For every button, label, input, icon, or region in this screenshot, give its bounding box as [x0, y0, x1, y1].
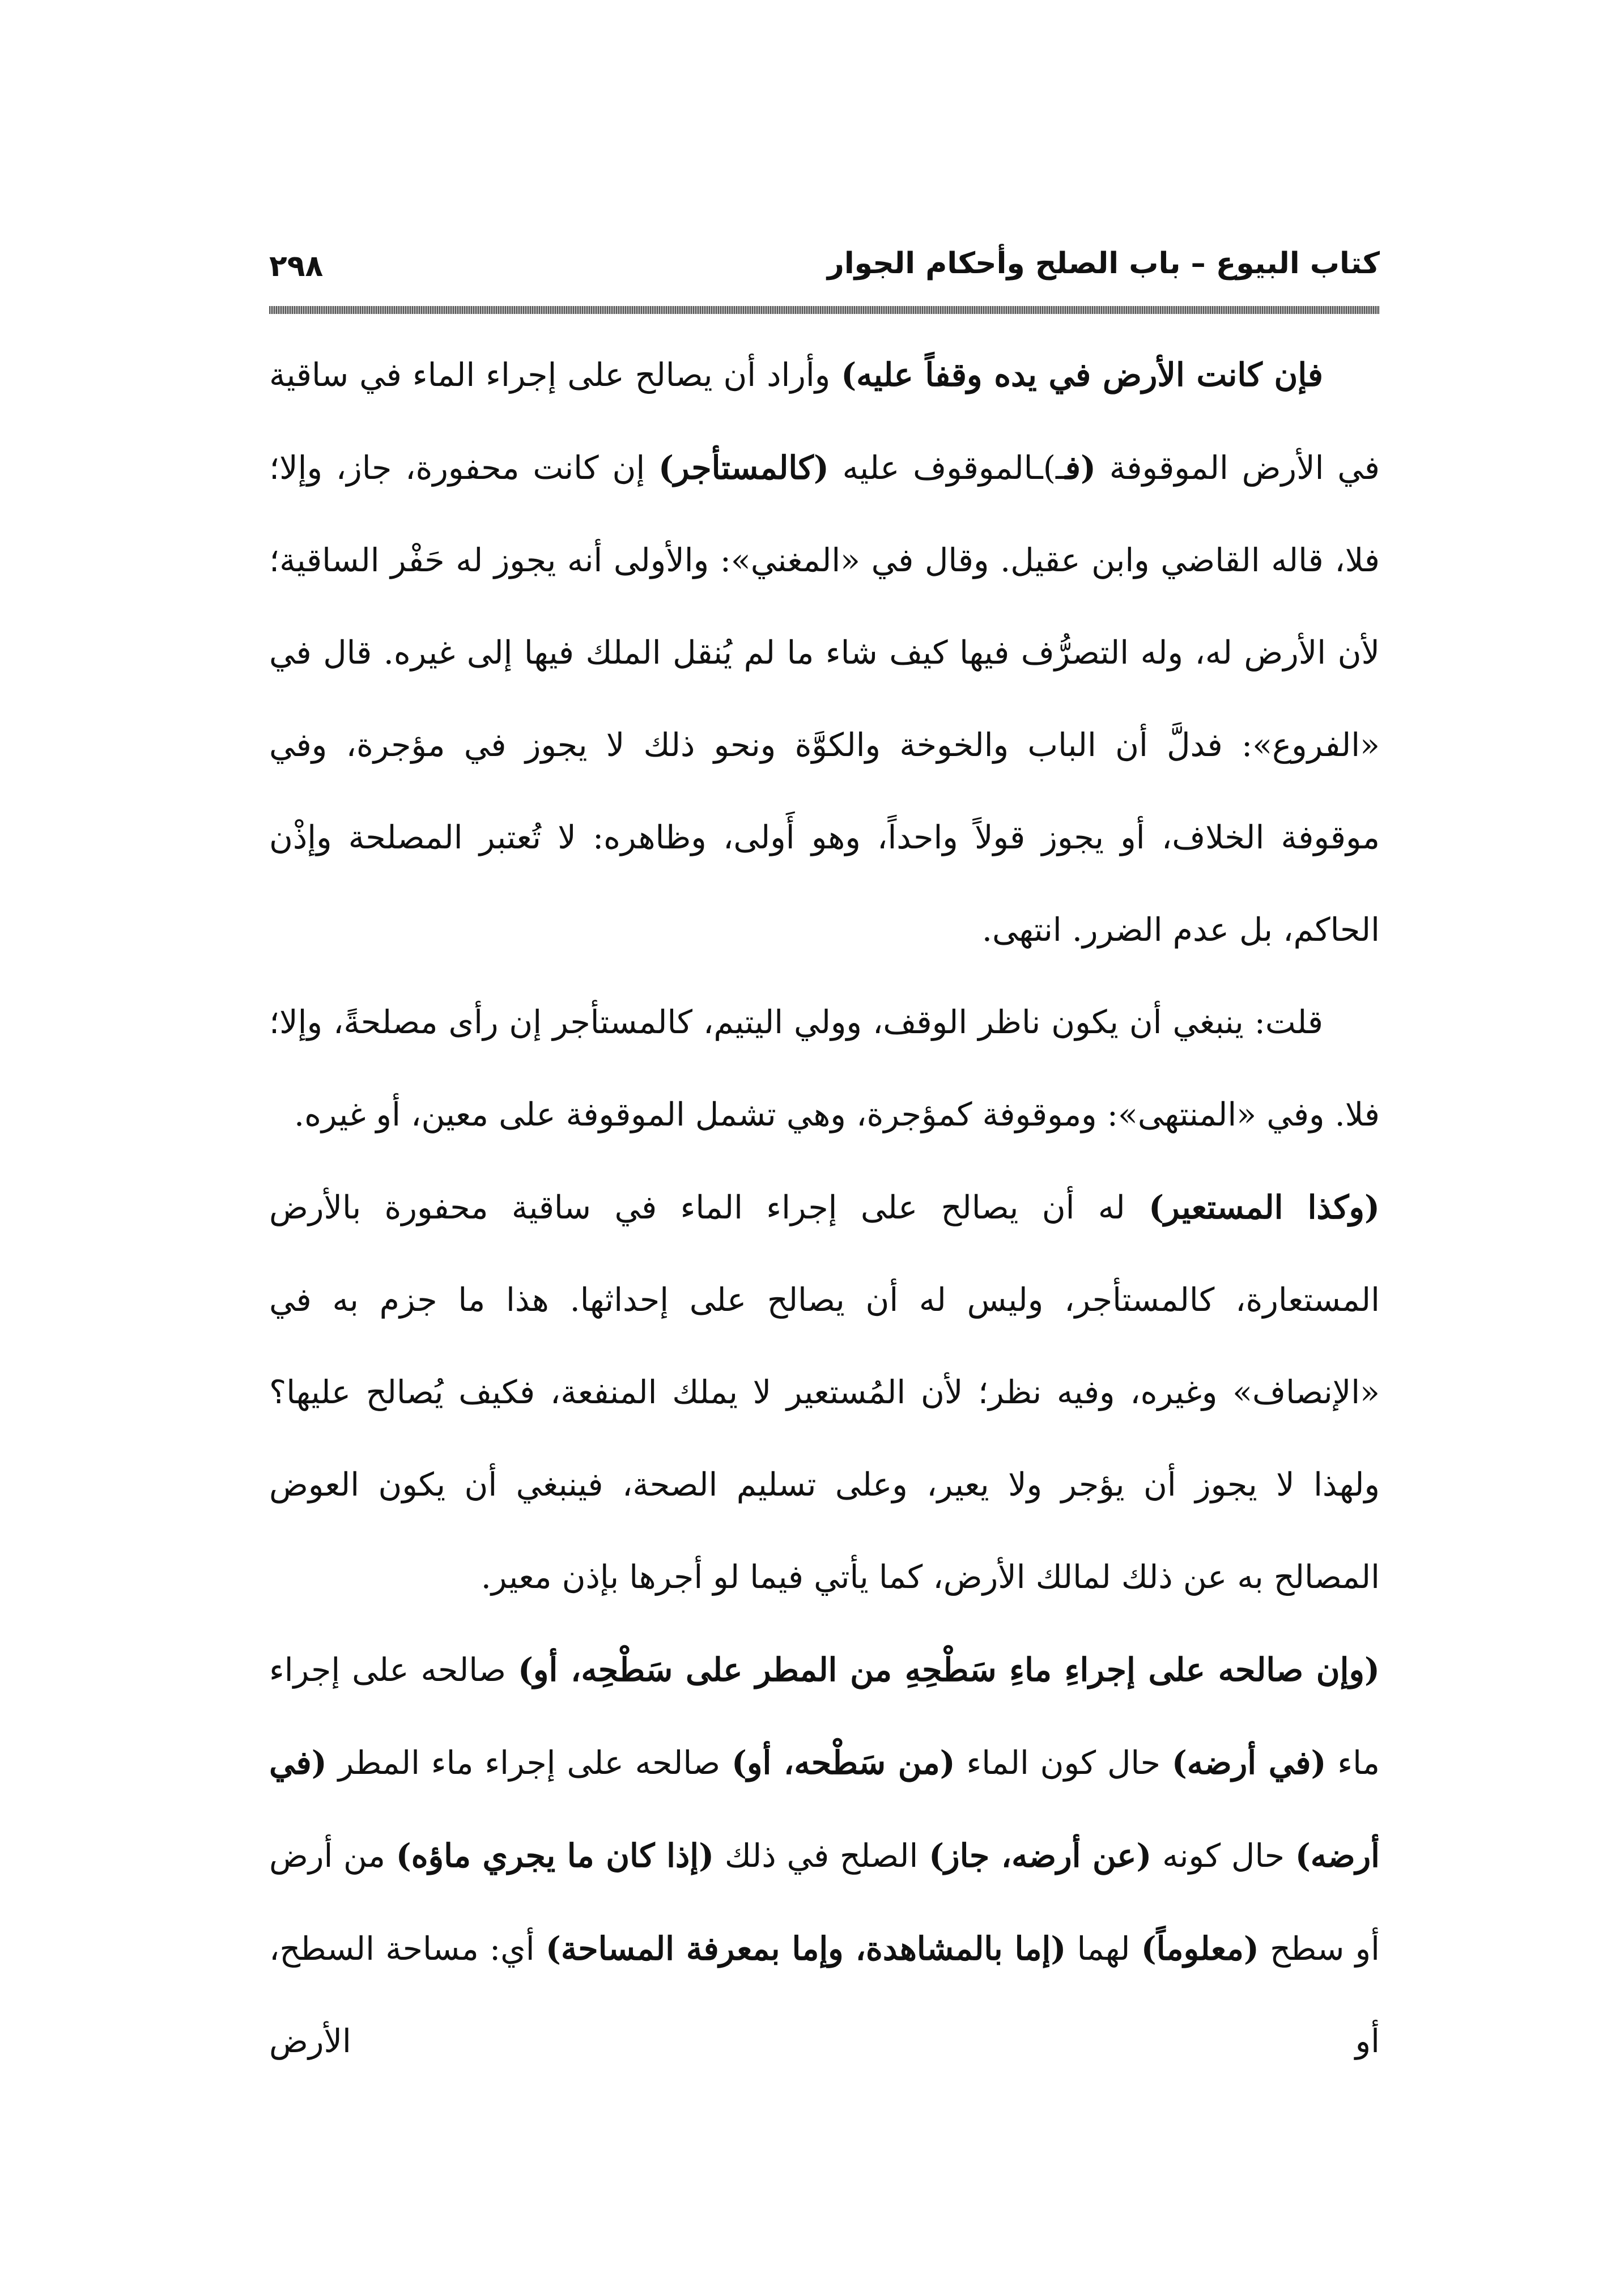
paragraph: [269, 329, 1380, 976]
text-segment: وأراد أن يصالح على إجراء الماء في ساقية في الأرض الموقوفة: [269, 356, 1380, 487]
text-segment: إن كانت محفورة، جاز، وإلا؛ فلا، قاله القاضي وابن عقيل. وقال في «المغني»: والأولى أنه يجوز له حَفْر الساقية؛ لأن الأرض له، وله التصرُّف فيها كيف شاء ما لم يُنقل الملك فيها إلى غيره. قال في «الفروع»: فدلَّ أن الباب والخوخة والكوَّة ونحو ذلك لا يجوز في مؤجرة، وفي موقوفة الخلاف، أو يجوز قولاً واحداً، وهو أَولى، وظاهره: لا تُعتبر المصلحة وإذْن الحاكم، بل عدم الضرر. انتهى.: [269, 449, 1380, 949]
text-segment: حال كون الماء: [955, 1744, 1172, 1782]
bold-text-segment: (وكذا المستعير): [1149, 1188, 1380, 1226]
bold-text-segment: (معلوماً): [1141, 1930, 1259, 1968]
text-segment: له أن يصالح على إجراء الماء في ساقية محفورة بالأرض المستعارة، كالمستأجر، وليس له أن يصالح على إحداثها. هذا ما جزم به في «الإنصاف» وغيره، وفيه نظر؛ لأن المُستعير لا يملك المنفعة، فكيف يُصالح عليها؟ ولهذا لا يجوز أن يؤجر ولا يعير، وعلى تسليم الصحة، فينبغي أن يكون العوض المصالح به عن ذلك لمالك الأرض، كما يأتي فيما لو أجرها بإذن معير.: [269, 1189, 1380, 1596]
running-header: [269, 241, 1380, 303]
text-segment: من أرض أو سطح: [269, 1837, 1380, 1968]
header-rule: [269, 306, 1380, 314]
text-segment: صالحه على إجراء ماء: [269, 1651, 1380, 1782]
page-number: ٢٩٨: [269, 249, 324, 283]
bold-text-segment: (إذا كان ما يجري ماؤه): [396, 1837, 715, 1875]
bold-text-segment: (إما بالمشاهدة، وإما بمعرفة المساحة): [545, 1930, 1066, 1968]
bold-text-segment: (وإن صالحه على إجراءِ ماءِ سَطْحِهِ من المطر على سَطْحِه، أو): [517, 1651, 1380, 1689]
paragraph: [269, 976, 1380, 1161]
text-segment: قلت: ينبغي أن يكون ناظر الوقف، وولي اليتيم، كالمستأجر إن رأى مصلحةً، وإلا؛ فلا. وفي «المنتهى»: وموقوفة كمؤجرة، وهي تشمل الموقوفة على معين، أو غيره.: [269, 1004, 1380, 1133]
text-segment: لهما: [1066, 1930, 1141, 1968]
bold-text-segment: (ف: [1065, 449, 1096, 487]
text-segment: صالحه على إجراء ماء المطر: [326, 1744, 732, 1782]
bold-text-segment: (عن أرضه، جاز): [929, 1837, 1152, 1875]
running-title: كتاب البيوع – باب الصلح وأحكام الجوار: [827, 247, 1380, 281]
text-segment: الصلح في ذلك: [714, 1837, 929, 1875]
bold-text-segment: (في أرضه): [269, 1744, 1380, 1875]
text-segment: حال كونه: [1151, 1837, 1295, 1875]
bold-text-segment: (كالمستأجر): [658, 449, 829, 487]
bold-text-segment: فإن كانت الأرض في يده وقفاً عليه): [841, 356, 1323, 394]
body-text: [269, 329, 1380, 2088]
paragraph: [269, 1624, 1380, 2088]
text-segment: ـ)ـالموقوف عليه: [828, 449, 1065, 487]
bold-text-segment: (في أرضه): [1171, 1744, 1327, 1782]
paragraph: [269, 1161, 1380, 1624]
text-segment: أي: مساحة السطح، أو الأرض: [269, 1930, 1380, 2060]
bold-text-segment: (من سَطْحه، أو): [731, 1744, 955, 1782]
